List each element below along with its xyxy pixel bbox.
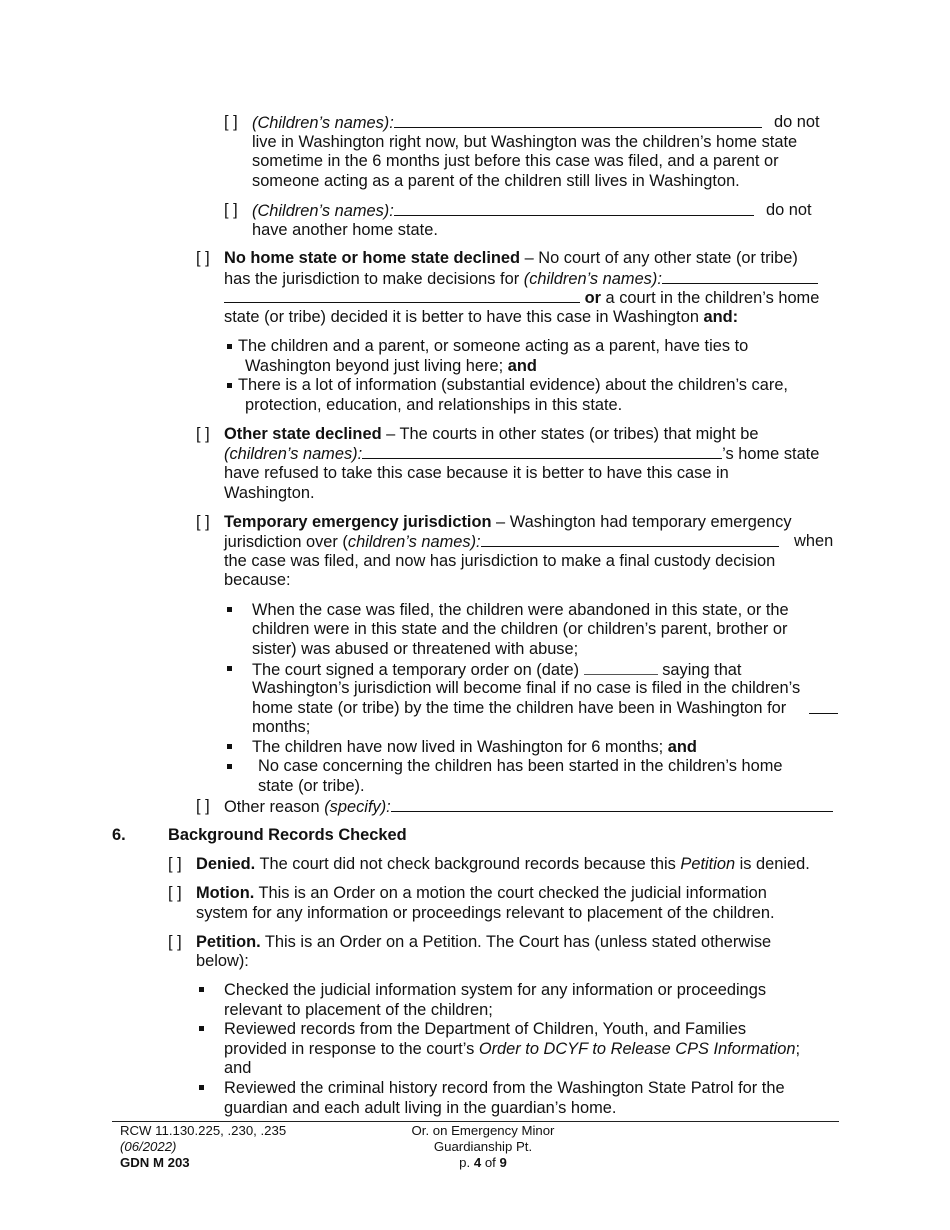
bullet-icon: [227, 744, 232, 749]
no-home-bullet2-line2: protection, education, and relationships in this state.: [245, 396, 623, 414]
item-a-text-3: someone acting as a parent of the children still lives in Washington.: [252, 172, 740, 190]
petition-b2-line1: Reviewed records from the Department of Children, Youth, and Families: [224, 1020, 747, 1038]
motion-line2: system for any information or proceedings relevant to placement of the children.: [196, 904, 775, 922]
temp-emergency-title: Temporary emergency jurisdiction: [224, 513, 492, 531]
no-home-state-title: No home state or home state declined: [224, 249, 521, 267]
item-b-suffix: do not: [766, 201, 812, 219]
item-a-text-1: live in Washington right now, but Washington was the children’s home state: [252, 133, 798, 151]
temp-emergency-line2: [224, 532, 779, 553]
checkbox-temp-emergency[interactable]: [ ]: [196, 513, 210, 531]
footer-title1: Or. on Emergency Minor: [411, 1123, 555, 1138]
months-blank[interactable]: [809, 699, 838, 714]
petition-line2: below):: [196, 952, 249, 970]
temp-b1-line2: children were in this state and the children (or children’s parent, brother or: [252, 620, 788, 638]
motion-text1: This is an Order on a motion the court checked the judicial information: [254, 884, 767, 902]
bullet-icon: [227, 764, 232, 769]
denied-line: [196, 855, 810, 875]
item-a-suffix: do not: [774, 113, 820, 131]
no-home-state-blank-2[interactable]: [224, 288, 580, 303]
no-home-bullet1-and: and: [507, 357, 537, 375]
other-reason-label: (specify):: [324, 798, 391, 816]
temp-b2-saying: saying that: [662, 661, 742, 679]
petition-b2-order: Order to DCYF to Release CPS Information: [478, 1040, 796, 1058]
other-state-suffix: ’s home state: [722, 445, 820, 463]
footer-divider: [112, 1121, 839, 1122]
checkbox-item-b[interactable]: [ ]: [224, 201, 238, 219]
no-home-state-blank-1[interactable]: [662, 269, 818, 284]
item-b-text-2: have another home state.: [252, 221, 438, 239]
no-home-state-line2: [224, 269, 818, 290]
petition-b1-line2: relevant to placement of the children;: [224, 1001, 493, 1019]
temp-emergency-line4: because:: [224, 571, 291, 589]
other-state-line1: [224, 425, 758, 445]
no-home-state-line1: [224, 249, 798, 269]
temp-b4-line2: state (or tribe).: [258, 777, 365, 795]
item-b-blank[interactable]: [394, 201, 754, 216]
temp-emergency-text2a: jurisdiction over (: [224, 533, 348, 551]
other-state-text1: – The courts in other states (or tribes) that might be: [381, 425, 759, 443]
other-state-line2: [224, 444, 819, 465]
checkbox-motion[interactable]: [ ]: [168, 884, 182, 902]
temp-b4-line1: No case concerning the children has been started in the children’s home: [258, 757, 783, 775]
motion-title: Motion.: [196, 884, 255, 902]
footer-form: GDN M 203: [120, 1155, 190, 1170]
checkbox-no-home-state[interactable]: [ ]: [196, 249, 210, 267]
temp-emergency-text1: – Washington had temporary emergency: [491, 513, 792, 531]
petition-text1: This is an Order on a Petition. The Court has (unless stated otherwise: [260, 933, 772, 951]
item-a-label: (Children’s names):: [252, 114, 394, 132]
no-home-state-text3: a court in the children’s home: [600, 289, 820, 307]
footer-page-num: 4: [473, 1155, 482, 1170]
checkbox-denied[interactable]: [ ]: [168, 855, 182, 873]
footer-rcw: RCW 11.130.225, .230, .235: [120, 1123, 287, 1138]
temp-b2-line1: [252, 660, 741, 681]
no-home-bullet2-line1: There is a lot of information (substantial evidence) about the children’s care,: [238, 376, 788, 394]
petition-b2-line2: [224, 1040, 800, 1060]
denied-text: The court did not check background records because this: [255, 855, 681, 873]
temp-emergency-label: children’s names):: [347, 533, 481, 551]
no-home-state-text4: state (or tribe) decided it is better to have this case in Washington: [224, 308, 704, 326]
no-home-state-or: or: [584, 289, 601, 307]
other-reason-line: [224, 797, 833, 818]
other-reason-blank[interactable]: [391, 797, 833, 812]
item-a-blank[interactable]: [394, 113, 762, 128]
bullet-icon: [199, 1026, 204, 1031]
petition-b3-line2: guardian and each adult living in the guardian’s home.: [224, 1099, 617, 1117]
petition-line1: [196, 933, 771, 953]
checkbox-other-state[interactable]: [ ]: [196, 425, 210, 443]
temp-b1-line3: sister) was abused or threatened with abuse;: [252, 640, 579, 658]
denied-petition: Petition: [680, 855, 736, 873]
other-state-blank[interactable]: [362, 444, 722, 459]
checkbox-item-a[interactable]: [ ]: [224, 113, 238, 131]
petition-title: Petition.: [196, 933, 261, 951]
petition-b3-line1: Reviewed the criminal history record from the Washington State Patrol for the: [224, 1079, 785, 1097]
no-home-bullet1-text: Washington beyond just living here;: [245, 357, 508, 375]
denied-end: is denied.: [735, 855, 810, 873]
no-home-state-line3: [224, 288, 819, 309]
petition-b1-line1: Checked the judicial information system for any information or proceedings: [224, 981, 767, 999]
date-blank[interactable]: [584, 660, 658, 675]
temp-b2-line2: Washington’s jurisdiction will become final if no case is filed in the children’s: [252, 679, 801, 697]
bullet-icon: [199, 1085, 204, 1090]
footer-page: [383, 1155, 583, 1171]
petition-b2-semicolon: ;: [795, 1040, 801, 1058]
temp-b3-and: and: [667, 738, 697, 756]
other-state-line3: have refused to take this case because it is better to have this case in: [224, 464, 729, 482]
temp-b3-text: The children have now lived in Washington for 6 months;: [252, 738, 668, 756]
no-home-state-line4: [224, 308, 738, 328]
item-b-label: (Children’s names):: [252, 202, 394, 220]
checkbox-other-reason[interactable]: [ ]: [196, 797, 210, 815]
temp-emergency-when: when: [794, 532, 834, 550]
no-home-state-and: and:: [703, 308, 739, 326]
item-b-line1: [252, 201, 754, 222]
no-home-bullet1-line1: The children and a parent, or someone acting as a parent, have ties to: [238, 337, 749, 355]
bullet-icon: [199, 987, 204, 992]
no-home-state-label: (children’s names):: [523, 270, 662, 288]
temp-emergency-line1: [224, 513, 792, 533]
temp-b3: [252, 738, 697, 758]
other-state-title: Other state declined: [224, 425, 382, 443]
checkbox-petition[interactable]: [ ]: [168, 933, 182, 951]
temp-b2-line4: months;: [252, 718, 311, 736]
temp-b2-line3: home state (or tribe) by the time the children have been in Washington for: [252, 699, 787, 717]
temp-b2-text: The court signed a temporary order on (date): [252, 661, 580, 679]
bullet-icon: [227, 344, 232, 349]
item-a-line1: [252, 113, 762, 134]
other-state-line4: Washington.: [224, 484, 315, 502]
footer-date: (06/2022): [120, 1139, 177, 1154]
temp-emergency-line3: the case was filed, and now has jurisdiction to make a final custody decision: [224, 552, 776, 570]
footer-page-total: 9: [499, 1155, 507, 1170]
petition-b2-line3: and: [224, 1059, 252, 1077]
months-blank-wrap: [809, 699, 838, 720]
denied-title: Denied.: [196, 855, 256, 873]
temp-emergency-blank[interactable]: [481, 532, 779, 547]
section-title: Background Records Checked: [168, 826, 407, 844]
other-reason-text: Other reason: [224, 798, 325, 816]
bullet-icon: [227, 666, 232, 671]
footer-page-prefix: p.: [459, 1155, 474, 1170]
section-number: 6.: [112, 826, 126, 844]
footer-page-mid: of: [481, 1155, 500, 1170]
no-home-state-text2a: has the jurisdiction to make decisions for: [224, 270, 524, 288]
item-a-text-2: sometime in the 6 months just before this case was filed, and a parent or: [252, 152, 779, 170]
no-home-bullet1-line2: [245, 357, 537, 377]
petition-b2-text: provided in response to the court’s: [224, 1040, 479, 1058]
motion-line1: [196, 884, 767, 904]
other-state-label: (children’s names):: [224, 445, 363, 463]
bullet-icon: [227, 383, 232, 388]
temp-b1-line1: When the case was filed, the children were abandoned in this state, or the: [252, 601, 789, 619]
bullet-icon: [227, 607, 232, 612]
no-home-state-text1: – No court of any other state (or tribe): [520, 249, 798, 267]
footer-title2: Guardianship Pt.: [433, 1139, 533, 1154]
